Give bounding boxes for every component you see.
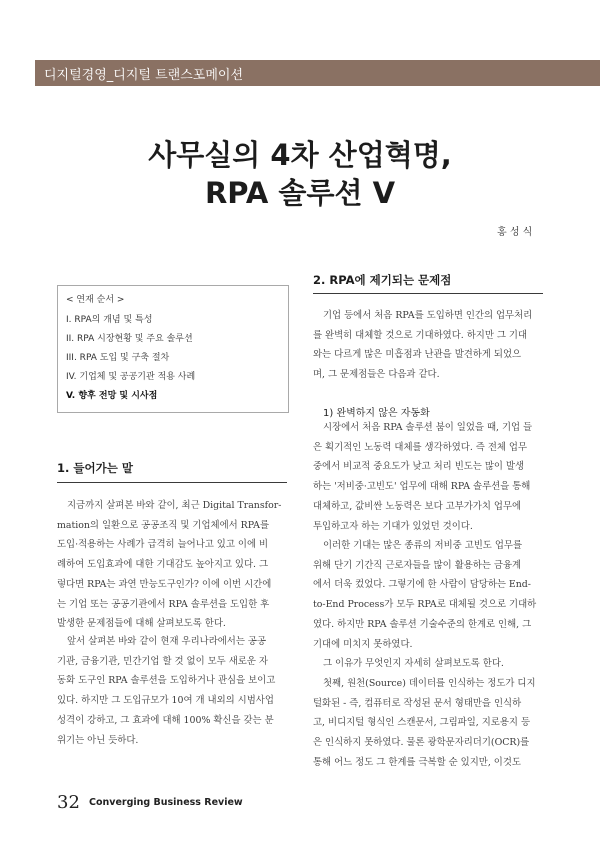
intro-paragraph-2 [57,632,287,750]
journal-name: Converging Business Review [89,797,243,808]
text-line: 은 획기적인 노동력 대체를 생각하였다. 즉 전체 업무 [313,441,528,453]
subsection-heading: 1) 완벽하지 않은 자동화 [323,408,430,419]
text-line: 대체하고, 값비싼 노동력은 보다 고부가가치 업무에 [313,500,522,512]
text-line: 이러한 기대는 많은 종류의 저비중 고빈도 업무를 [323,540,523,551]
author-name: 홍 성 식 [497,227,533,238]
text-line: 성격이 강하고, 그 효과에 대해 100% 확신을 갖는 분 [57,714,274,726]
toc-item: III. RPA 도입 및 구축 절차 [66,353,170,363]
article-title-line1: 사무실의 4차 산업혁명, [148,138,452,172]
text-line: 중에서 비교적 중요도가 낮고 처리 빈도는 많이 발생 [313,461,525,473]
automation-paragraph-3 [313,654,543,674]
text-line: 지금까지 살펴본 바와 같이, 최근 Digital Transfor- [67,500,282,511]
text-line: 와는 다르게 많은 미흡점과 난관을 발견하게 되었으 [313,349,522,361]
text-line: 털화된 - 즉, 컴퓨터로 작성된 문서 형태만을 인식하 [313,697,522,709]
text-line: 에서 더욱 컸었다. 그렇기에 한 사람이 담당하는 End- [313,579,531,591]
category-label: 디지털경영_디지털 트랜스포메이션 [44,68,244,83]
section-heading-intro: 1. 들어가는 말 [57,461,133,475]
text-line: 기대에 미치지 못하였다. [313,638,413,650]
text-line: 첫째, 원천(Source) 데이터를 인식하는 정도가 디지 [323,678,536,689]
toc-item: IV. 기업체 및 공공기관 적용 사례 [66,372,196,382]
text-line: 발생한 문제점들에 대해 살펴보도록 한다. [57,618,226,630]
toc-item: II. RPA 시장현황 및 주요 솔루션 [66,334,193,344]
article-title-line2: RPA 솔루션 V [204,176,396,210]
page-number: 32 [57,792,80,813]
text-line: 은 인식하지 못하였다. 물론 광학문자리더기(OCR)를 [313,737,530,749]
text-line: 기업 등에서 처음 RPA를 도입하면 인간의 업무처리 [323,310,533,321]
automation-paragraph-2 [313,536,543,654]
text-line: 있다. 하지만 그 도입규모가 10여 개 내외의 시범사업 [57,695,274,707]
text-line: 동화 도구인 RPA 솔루션을 도입하거나 관심을 보이고 [57,675,276,687]
intro-paragraph-1 [57,496,287,634]
text-line: to-End Process가 모두 RPA로 대체될 것으로 기대하 [313,599,537,611]
text-line: 앞서 살펴본 바와 같이 현재 우리나라에서는 공공 [67,636,267,647]
problems-paragraph-1 [313,306,543,385]
section-heading-problems: 2. RPA에 제기되는 문제점 [313,273,452,287]
category-band [35,60,600,86]
text-line: 고, 비디지털 형식인 스캔문서, 그림파일, 지로용지 등 [313,717,531,729]
text-line: 하는 '저비중·고빈도' 업무에 대해 RPA 솔루션을 통해 [313,481,531,493]
toc-heading: < 연재 순서 > [66,295,125,305]
text-line: 통해 어느 정도 그 한계를 극복할 순 있지만, 이것도 [313,756,521,768]
toc-item-current: V. 향후 전망 및 시사점 [66,391,158,401]
text-line: 는 기업 또는 공공기관에서 RPA 솔루션을 도입한 후 [57,598,270,610]
text-line: 기관, 금융기관, 민간기업 할 것 없이 모두 새로운 자 [57,655,268,667]
section-rule [57,482,287,483]
page-footer [57,792,243,813]
text-line: mation의 일환으로 공공조직 및 기업체에서 RPA를 [57,519,270,531]
text-line: 도입·적용하는 사례가 급격히 늘어나고 있고 이에 비 [57,539,269,551]
text-line: 시장에서 처음 RPA 솔루션 붐이 일었을 때, 기업 들 [323,422,533,433]
text-line: 투입하고자 하는 기대가 있었던 것이다. [313,520,473,532]
text-line: 례하여 도입효과에 대한 기대감도 높아지고 있다. 그 [57,559,269,571]
header [0,0,600,114]
text-line: 그 이유가 무엇인지 자세히 살펴보도록 한다. [323,658,504,669]
section-rule [313,293,543,294]
text-line: 며, 그 문제점들은 다음과 같다. [313,369,440,381]
toc-item: I. RPA의 개념 및 특성 [66,315,153,325]
text-line: 위기는 아닌 듯하다. [57,734,139,746]
automation-paragraph-1 [313,418,543,536]
text-line: 렇다면 RPA는 과연 만능도구인가? 이에 이번 시간에 [57,578,272,590]
text-line: 였다. 하지만 RPA 솔루션 기술수준의 한계로 인해, 그 [313,618,532,630]
text-line: 위해 단기 기간직 근로자들을 많이 활용하는 금융계 [313,559,522,571]
text-line: 를 완벽히 대체할 것으로 기대하였다. 하지만 그 기대 [313,329,528,341]
automation-paragraph-4 [313,674,543,773]
series-toc-box [57,285,289,413]
